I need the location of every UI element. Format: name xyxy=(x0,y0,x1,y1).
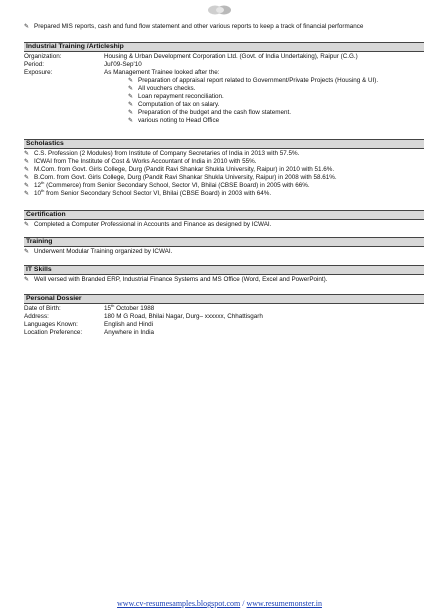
training-section xyxy=(24,237,424,256)
list-item: ✎ Completed a Computer Professional in Accounts and Finance as designed by ICWAI. xyxy=(24,221,272,228)
list-item: ✎ Underwent Modular Training organized by ICWAI. xyxy=(24,248,173,255)
certification-section xyxy=(24,210,424,229)
check-bullet-icon: ✎ xyxy=(24,175,30,182)
handshake-logo-icon xyxy=(207,4,233,16)
list-item: ✎ various noting to Head Office xyxy=(128,117,220,125)
period-row: Period: Jul'09-Sep'10 xyxy=(24,61,142,69)
blogspot-link[interactable]: www.cv-resumesamples.blogspot.com xyxy=(117,599,241,608)
check-bullet-icon: ✎ xyxy=(24,183,30,190)
list-item: ✎ Preparation of the budget and the cash flow statement. xyxy=(128,109,291,117)
list-item: ✎ Loan repayment reconciliation. xyxy=(128,93,224,101)
resumemonster-link[interactable]: www.resumemonster.in xyxy=(246,599,322,608)
it-skills-heading: IT Skills xyxy=(24,265,424,275)
address-row: Address: 180 M G Road, Bhilai Nagar, Durg– xxxxxx, Chhattisgarh xyxy=(24,313,263,321)
industrial-training-heading: Industrial Training /Articleship xyxy=(24,42,424,52)
list-item: ✎ ICWAI from The Institute of Cost & Works Accountant of India in 2010 with 55%. xyxy=(24,158,257,166)
training-heading: Training xyxy=(24,237,424,247)
financial-performance-bullet: ✎ Prepared MIS reports, cash and fund flow statement and other various reports to keep a track of financial performance xyxy=(24,23,364,30)
dob-row: Date of Birth: 15th October 1988 xyxy=(24,302,155,312)
list-item: ✎ All vouchers checks. xyxy=(128,85,196,93)
check-bullet-icon: ✎ xyxy=(24,191,30,198)
list-item: ✎ 12th (Commerce) from Senior Secondary School, Sector VI, Bhilai (CBSE Board) in 2005 with 66%. xyxy=(24,180,310,190)
check-bullet-icon: ✎ xyxy=(128,86,134,93)
check-bullet-icon: ✎ xyxy=(128,118,134,125)
footer-separator: / xyxy=(242,599,245,608)
industrial-training-section xyxy=(24,42,424,125)
location-row: Location Preference: Anywhere in India xyxy=(24,329,155,337)
check-bullet-icon: ✎ xyxy=(128,94,134,101)
check-bullet-icon: ✎ xyxy=(24,167,30,174)
footer-links xyxy=(0,599,439,609)
certification-heading: Certification xyxy=(24,210,424,220)
check-bullet-icon: ✎ xyxy=(128,102,134,109)
it-skills-section xyxy=(24,265,424,284)
scholastics-section xyxy=(24,139,424,198)
list-item: ✎ Preparation of appraisal report related to Government/Private Projects (Housing & UI). xyxy=(128,77,379,85)
check-bullet-icon: ✎ xyxy=(128,110,134,117)
personal-dossier-heading: Personal Dossier xyxy=(24,294,424,304)
languages-row: Languages Known: English and Hindi xyxy=(24,321,154,329)
list-item: ✎ Computation of tax on salary. xyxy=(128,101,220,109)
check-bullet-icon: ✎ xyxy=(24,277,30,283)
list-item: ✎ Well versed with Branded ERP, Industrial Finance Systems and MS Office (Word, Excel and PowerPoint). xyxy=(24,276,328,283)
exposure-row: Exposure: As Management Trainee looked after the: xyxy=(24,69,220,77)
check-bullet-icon: ✎ xyxy=(24,249,30,255)
list-item: ✎ 10th from Senior Secondary School Sector VI, Bhilai (CBSE Board) in 2003 with 64%. xyxy=(24,188,272,198)
check-bullet-icon: ✎ xyxy=(24,222,30,228)
organization-row: Organization: Housing & Urban Development Corporation Ltd. (Govt. of India Undertaking), Raipur (C.G.) xyxy=(24,53,358,60)
check-bullet-icon: ✎ xyxy=(24,24,30,30)
check-bullet-icon: ✎ xyxy=(128,78,134,85)
scholastics-heading: Scholastics xyxy=(24,139,424,149)
check-bullet-icon: ✎ xyxy=(24,151,30,157)
check-bullet-icon: ✎ xyxy=(24,159,30,166)
exposure-list xyxy=(24,77,424,125)
list-item: ✎ B.Com. from Govt. Girls College, Durg (Pandit Ravi Shankar Shukla University, Raipur) in 2008 with 58.61%. xyxy=(24,174,337,182)
list-item: ✎ C.S. Profession (2 Modules) from Institute of Company Secretaries of India in 2013 with 57.5%. xyxy=(24,150,300,157)
personal-dossier-section xyxy=(24,294,424,337)
list-item: ✎ M.Com. from Govt. Girls College, Durg (Pandit Ravi Shankar Shukla University, Raipur) in 2010 with 51.6%. xyxy=(24,166,335,174)
